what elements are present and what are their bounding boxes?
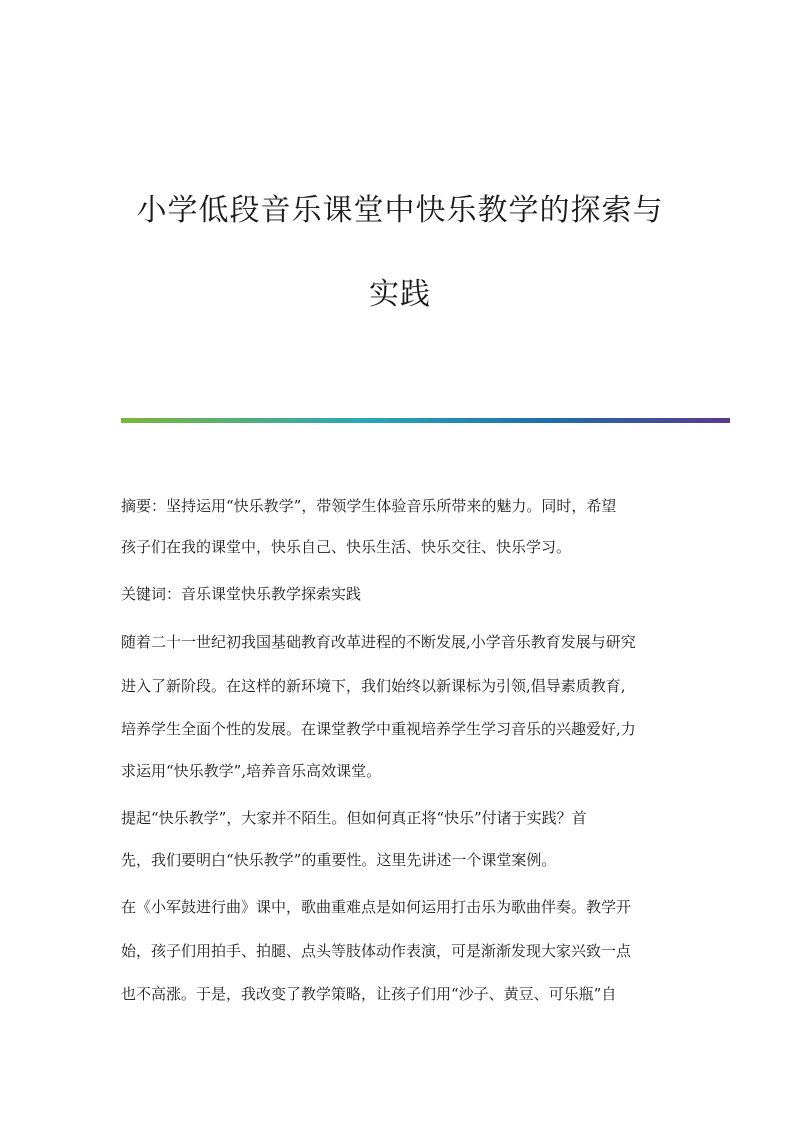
document-title-line-1: 小学低段音乐课堂中快乐教学的探索与 <box>136 193 664 228</box>
paragraph-line: 培养学生全面个性的发展。在课堂教学中重视培养学生学习音乐的兴趣爱好,力 <box>121 720 636 738</box>
paragraph-line: 进入了新阶段。在这样的新环境下，我们始终以新课标为引领,倡导素质教育, <box>121 677 626 695</box>
paragraph-line: 也不高涨。于是，我改变了教学策略，让孩子们用“沙子、黄豆、可乐瓶”自 <box>121 985 617 1003</box>
paragraph-line: 始，孩子们用拍手、拍腿、点头等肢体动作表演，可是渐渐发现大家兴致一点 <box>121 942 632 960</box>
document-title-line-2: 实践 <box>369 277 431 312</box>
paragraph-line: 在《小军鼓进行曲》课中，歌曲重难点是如何运用打击乐为歌曲伴奏。教学开 <box>121 898 632 916</box>
gradient-divider <box>121 418 730 423</box>
abstract-line: 摘要：坚持运用“快乐教学”，带领学生体验音乐所带来的魅力。同时，希望 <box>121 497 617 515</box>
paragraph-line: 提起“快乐教学”，大家并不陌生。但如何真正将“快乐”付诸于实践？首 <box>121 809 587 827</box>
abstract-line: 孩子们在我的课堂中，快乐自己、快乐生活、快乐交往、快乐学习。 <box>121 538 572 556</box>
paragraph-line: 随着二十一世纪初我国基础教育改革进程的不断发展,小学音乐教育发展与研究 <box>121 633 636 651</box>
paragraph-line: 先，我们要明白“快乐教学”的重要性。这里先讲述一个课堂案例。 <box>121 851 557 869</box>
keywords-line: 关键词：音乐课堂快乐教学探索实践 <box>121 585 362 603</box>
paragraph-line: 求运用“快乐教学”,培养音乐高效课堂。 <box>121 762 382 780</box>
